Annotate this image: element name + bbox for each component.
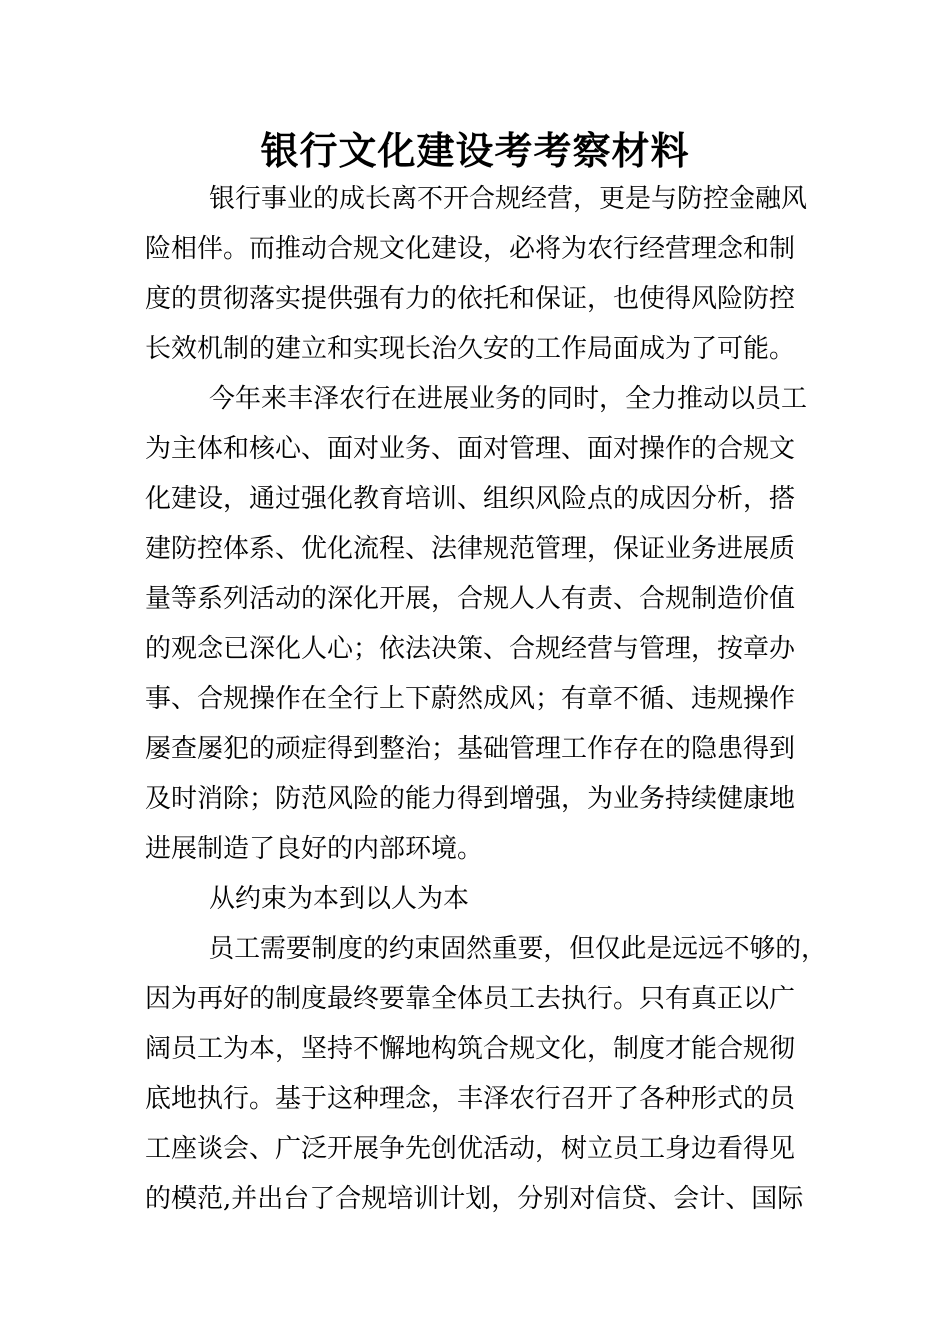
text-line: 从约束为本到以人为本	[209, 884, 470, 914]
text-line: 建防控体系、优化流程、法律规范管理，保证业务进展质	[145, 534, 796, 564]
text-line: 屡查屡犯的顽症得到整治；基础管理工作存在的隐患得到	[145, 734, 796, 764]
document-title: 银行文化建设考考察材料	[260, 129, 690, 173]
text-line: 今年来丰泽农行在进展业务的同时，全力推动以员工	[209, 384, 808, 414]
text-line: 底地执行。基于这种理念，丰泽农行召开了各种形式的员	[145, 1084, 796, 1114]
text-line: 的观念已深化人心；依法决策、合规经营与管理，按章办	[145, 634, 796, 664]
text-line: 的模范,并出台了合规培训计划，分别对信贷、会计、国际	[145, 1184, 804, 1214]
text-line: 员工需要制度的约束固然重要，但仅此是远远不够的，	[208, 934, 827, 964]
text-line: 事、合规操作在全行上下蔚然成风；有章不循、违规操作	[145, 684, 796, 714]
text-line: 长效机制的建立和实现长治久安的工作局面成为了可能。	[145, 334, 796, 364]
document-body	[145, 174, 827, 1224]
text-line: 量等系列活动的深化开展，合规人人有责、合规制造价值	[145, 584, 796, 614]
text-line: 为主体和核心、面对业务、面对管理、面对操作的合规文	[145, 434, 796, 464]
text-line: 工座谈会、广泛开展争先创优活动，树立员工身边看得见	[145, 1134, 796, 1164]
text-line: 阔员工为本，坚持不懈地构筑合规文化，制度才能合规彻	[145, 1034, 796, 1064]
text-line: 化建设，通过强化教育培训、组织风险点的成因分析，搭	[145, 484, 796, 514]
text-line: 因为再好的制度最终要靠全体员工去执行。只有真正以广	[145, 984, 796, 1014]
text-line: 进展制造了良好的内部环境。	[145, 834, 484, 864]
text-line: 度的贯彻落实提供强有力的依托和保证，也使得风险防控	[145, 284, 796, 314]
text-line: 银行事业的成长离不开合规经营，更是与防控金融风	[209, 184, 808, 214]
text-line: 险相伴。而推动合规文化建设，必将为农行经营理念和制	[145, 234, 796, 264]
text-line: 及时消除；防范风险的能力得到增强，为业务持续健康地	[145, 784, 796, 814]
